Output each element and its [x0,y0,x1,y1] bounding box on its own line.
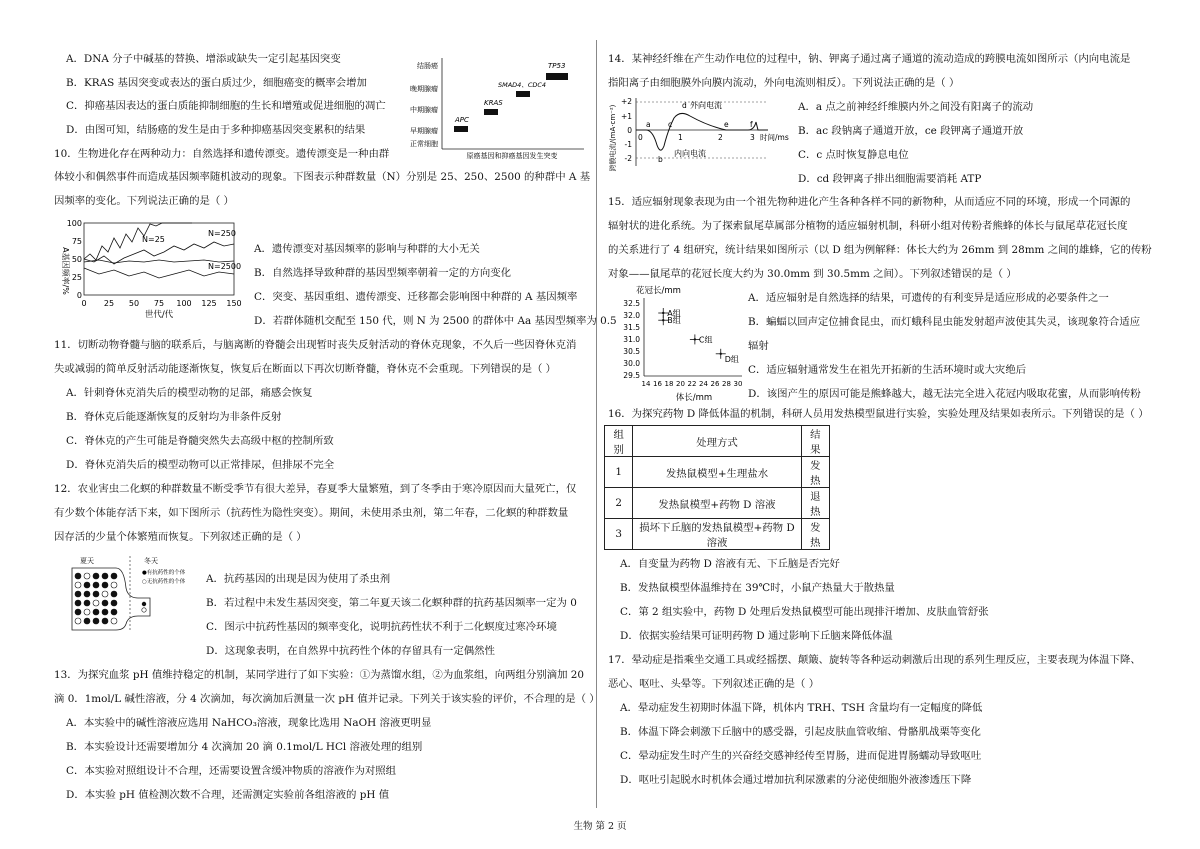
q15-scatter-chart [618,284,746,406]
q9-bar-tp53 [546,73,568,80]
q15-group-label: D组 [724,354,739,364]
right-column [608,44,1152,814]
q12-individual-dot [84,573,90,579]
q10-stem-2: 体较小和偶然事件而造成基因频率随机波动的现象。下图表示种群数量（N）分别是 25、250、2500 的种群中 A 基 [54,171,591,183]
q9-ylabel-2: 中期腺瘤 [410,106,438,114]
q14-option-b: B．ac 段钠离子通道开放，ce 段钾离子通道开放 [798,125,1024,137]
q11-option-a: A．针刺脊休克消失后的模型动物的足部，痛感会恢复 [66,387,313,399]
q9-gene-tp53: TP53 [548,62,566,70]
q12-summer-label: 夏天 [80,557,94,565]
q9-bar-smad4 [516,91,530,97]
q15-ytick-31.0: 31.0 [623,335,640,344]
q10-xtick-125: 125 [201,299,217,308]
q12-individual-dot [111,582,117,588]
q11-stem-2: 失或减弱的简单反射活动能逐渐恢复，恢复后在断面以下再次切断脊髓，脊休克不会重现。下列错误的是（ ） [54,363,557,375]
q15-point [720,353,722,355]
q10-option-c: C．突变、基因重组、遗传漂变、迁移都会影响图中种群的 A 基因频率 [254,291,578,303]
q14-point-b: b [658,155,663,164]
q12-option-d: D．这现象表明，在自然界中抗药性个体的存留具有一定偶然性 [206,645,495,657]
q12-individual-dot [84,600,90,606]
q15-x-tick: 16 [653,380,662,388]
q14-stem-2: 指阳离子由细胞膜外向膜内流动，外向电流则相反）。下列说法正确的是（ ） [608,77,960,89]
q9-option-b: B．KRAS 基因突变或表达的蛋白质过少，细胞癌变的概率会增加 [66,77,367,89]
q11-stem-1: 11．切断动物脊髓与脑的联系后，与脑离断的脊髓会出现暂时丧失反射活动的脊休克现象，不久后一些因脊休克消 [54,339,577,351]
q10-stem-1: 10．生物进化存在两种动力：自然选择和遗传漂变。遗传漂变是一种由群 [54,148,390,160]
q15-ytick-32.5: 32.5 [623,299,640,308]
q15-point [694,338,696,340]
q14-xtick-2: 2 [718,133,723,142]
q15-option-d: D．该图产生的原因可能是熊蜂越大，越无法完全进入花冠内吸取花蜜，从而影响传粉 [748,388,1141,400]
q12-individual-dot [111,618,117,624]
q17-stem-1: 17．晕动症是指乘坐交通工具或经摇摆、颠簸、旋转等各种运动刺激后出现的系列生理反应，主要表现为体温下降、 [608,654,1141,666]
q11-option-c: C．脊休克的产生可能是脊髓突然失去高级中枢的控制所致 [66,435,334,447]
q14-xtick-0: 0 [638,133,643,142]
q9-bar-apc [454,126,468,132]
q9-option-a: A．DNA 分子中碱基的替换、增添或缺失一定引起基因突变 [66,53,341,65]
q15-x-tick: 28 [722,380,731,388]
q11-option-b: B．脊休克后能逐渐恢复的反射均为非条件反射 [66,411,282,423]
q12-legend-resistant: ●有抗药性的个体 [142,570,186,576]
q9-ylabel-0: 结肠癌 [417,62,438,70]
q12-individual-dot [111,609,117,615]
q16-header-result: 结果 [801,426,829,457]
q10-stem-3: 因频率的变化。下列说法正确的是（ ） [54,195,234,207]
q9-option-c: C．抑癌基因表达的蛋白质能抑制细胞的生长和增殖或促进细胞的凋亡 [66,100,386,112]
q12-individuals [75,573,117,624]
q16-header-group: 组别 [605,426,633,457]
q9-bar-kras [484,109,498,115]
q12-individual-dot [93,618,99,624]
q16-option-c: C．第 2 组实验中，药物 D 处理后发热鼠模型可能出现排汗增加、皮肤血管舒张 [620,606,989,618]
q12-population-figure [68,554,198,632]
q10-xtick-75: 75 [153,299,165,308]
q12-stem-2: 有少数个体能存活下来，如下图所示（抗药性为隐性突变）。期间，未使用杀虫剂，第二年春，二化螟的种群数量 [54,507,569,519]
q15-xlabel: 体长/mm [675,393,713,403]
q12-individual-dot [75,582,81,588]
q12-individual-dot [93,582,99,588]
q13-option-b: B．本实验设计还需要增加分 4 次滴加 20 滴 0.1mol/L HCl 溶液处理的组别 [66,741,423,753]
q12-individual-dot [75,609,81,615]
q9-ylabel-1: 晚期腺瘤 [410,85,438,93]
q14-ytick-p1: +1 [620,112,632,121]
q10-label-n250: N=250 [208,229,236,238]
q15-x-tick: 18 [664,380,674,388]
q12-individual-dot [75,600,81,606]
q9-ylabel-4: 正常细胞 [410,140,438,148]
q12-individual-dot [111,591,117,597]
q16-option-d: D．依据实验结果可证明药物 D 通过影响下丘脑来降低体温 [620,630,893,642]
q12-individual-dot [75,591,81,597]
q12-individual-dot [84,582,90,588]
q12-individual-dot [84,609,90,615]
q12-individual-dot [111,600,117,606]
q14-point-f: f [750,120,753,129]
q13-stem-1: 13．为探究血浆 pH 值维持稳定的机制，某同学进行了如下实验：①为蒸馏水组，②为血浆组，向两组分别滴加 20 [54,669,585,681]
q12-individual-dot [84,618,90,624]
q16-r2-result: 退热 [801,488,829,519]
q12-individual-dot [75,618,81,624]
q17-option-a: A．晕动症发生初期时体温下降，机体内 TRH、TSH 含量均有一定幅度的降低 [620,702,983,714]
q12-stem-3: 因存活的少量个体繁殖而恢复。下列叙述正确的是（ ） [54,531,307,543]
q15-stem-2: 辐射状的进化系统。为了探索鼠尾草属部分植物的适应辐射机制，科研小组对传粉者熊蜂的体长与鼠尾草花冠长度 [608,220,1128,232]
q15-stem-1: 15．适应辐射现象表现为由一个祖先物种进化产生各种各样不同的新物种，从而适应不同的环境，形成一个同源的 [608,196,1131,208]
q14-ytick-m2: -2 [624,154,632,163]
q14-point-c: c [668,120,673,129]
q12-individual-dot [102,609,108,615]
q17-stem-2: 恶心、呕吐、头晕等。下列叙述正确的是（ ） [608,678,820,690]
q15-option-b: B．蝙蝠以回声定位捕食昆虫，而灯蛾科昆虫能发射超声波使其失灵，该现象符合适应 [748,316,1141,328]
q10-label-n25: N=25 [142,235,165,244]
q14-stem-1: 14．某神经纤维在产生动作电位的过程中，钠、钾离子通过离子通道的流动造成的跨膜电流如图所示（内向电流是 [608,53,1131,65]
q12-individual-dot [102,582,108,588]
q16-r1-group: 1 [605,457,633,488]
q14-point-e: e [724,120,729,129]
q15-x-tick: 22 [687,380,697,388]
page-footer: 生物 第 2 页 [573,821,627,832]
q10-xtick-25: 25 [103,299,115,308]
q10-ytick-0: 0 [76,291,82,300]
q10-ylabel: A基因频率/% [61,247,70,295]
q14-option-a: A．a 点之前神经纤维膜内外之间没有阳离子的流动 [798,101,1034,113]
q12-individual-dot [102,591,108,597]
q15-group-label: B组 [667,316,681,326]
q15-ylabel: 花冠长/mm [636,286,681,296]
q16-r3-result: 发热 [801,519,829,550]
q14-ytick-m1: -1 [624,140,632,149]
q14-ytick-p2: +2 [620,97,632,106]
q15-x-tick: 26 [710,380,720,388]
q12-individual-dot [93,573,99,579]
q12-individual-dot [102,573,108,579]
q16-r2-group: 2 [605,488,633,519]
q15-ytick-32.0: 32.0 [623,311,640,320]
q14-option-c: C．c 点时恢复静息电位 [798,149,909,161]
q9-gene-kras: KRAS [484,99,503,107]
q15-group-label: C组 [698,335,713,345]
q16-table [604,425,830,550]
q12-option-a: A．抗药基因的出现是因为使用了杀虫剂 [206,573,391,585]
q15-option-a: A．适应辐射是自然选择的结果，可遗传的有利变异是适应形成的必要条件之一 [748,292,1109,304]
q10-line-n25 [84,223,192,260]
q10-xtick-100: 100 [176,299,192,308]
q16-r1-result: 发热 [801,457,829,488]
q10-xtick-50: 50 [128,299,140,308]
q9-gene-apc: APC [455,116,469,124]
q13-option-d: D．本实验 pH 值检测次数不合理，还需测定实验前各组溶液的 pH 值 [66,789,390,801]
q12-stem-1: 12．农业害虫二化螟的种群数量不断受季节有很大差异，春夏季大量繁殖，到了冬季由于寒冷原因而大量死亡，仅 [54,483,577,495]
q16-r2-treatment: 发热鼠模型+药物 D 溶液 [633,488,801,519]
q15-x-tick: 20 [676,380,685,388]
q12-individual-dot [93,609,99,615]
q15-ytick-31.5: 31.5 [623,323,640,332]
q12-option-b: B．若过程中未发生基因突变，第二年夏天该二化螟种群的抗药基因频率一定为 0 [206,597,577,609]
q13-stem-2: 滴 0．1mol/L 碱性溶液，分 4 次滴加，每次滴加后测量一次 pH 值并记录。下列关于该实验的评价，不合理的是（ ） [54,693,600,705]
q10-ytick-100: 100 [66,219,82,228]
q10-ytick-25: 25 [71,273,82,282]
q15-point [662,312,664,314]
q17-option-c: C．晕动症发生时产生的兴奋经交感神经传至胃肠，进而促进胃肠蠕动导致呕吐 [620,750,982,762]
q12-individual-dot [93,591,99,597]
q14-ytick-0: 0 [627,126,632,135]
q14-option-d: D．cd 段钾离子排出细胞需要消耗 ATP [798,173,982,185]
q10-option-d: D．若群体随机交配至 150 代，则 N 为 2500 的群体中 Aa 基因型频率为 0.5 [254,315,617,327]
table-row [605,457,830,488]
q16-r3-group: 3 [605,519,633,550]
q12-individual-dot [75,573,81,579]
q15-option-c: C．适应辐射通常发生在祖先开拓新的生活环境时或大灾绝后 [748,364,1027,376]
q12-individual-dot [93,600,99,606]
q16-r1-treatment: 发热鼠模型+生理盐水 [633,457,801,488]
q14-inward-label: 内向电流 [674,149,706,158]
q10-option-a: A．遗传漂变对基因频率的影响与种群的大小无关 [254,243,480,255]
q15-ytick-30.5: 30.5 [623,347,640,356]
q14-current-chart [608,94,798,182]
q15-point [662,319,664,321]
q10-xtick-150: 150 [226,299,242,308]
q15-marks [658,308,739,364]
q10-option-b: B．自然选择导致种群的基因型频率朝着一定的方向变化 [254,267,512,279]
q14-outward-label: 外向电流 [690,101,722,110]
q9-gene-smad4: SMAD4、CDC4 [498,81,547,89]
q9-option-d: D．由图可知，结肠癌的发生是由于多种抑癌基因突变累积的结果 [66,124,366,136]
q14-xtick-1: 1 [678,133,683,142]
q12-option-c: C．图示中抗药性基因的频率变化，说明抗药性状不利于二化螟度过寒冷环境 [206,621,557,633]
q10-label-n2500: N=2500 [208,262,242,271]
q9-xlabel: 原癌基因和抑癌基因发生突变 [466,152,558,160]
q16-option-a: A．自变量为药物 D 溶液有无、下丘脑是否完好 [620,558,840,570]
q14-point-a: a [646,120,651,129]
q10-xtick-0: 0 [81,299,87,308]
q15-stem-4: 对象——鼠尾草的花冠长度大约为 30.0mm 到 30.5mm 之间）。下列叙述错误的是（ ） [608,268,1017,280]
q13-option-c: C．本实验对照组设计不合理，还需要设置含缓冲物质的溶液作为对照组 [66,765,397,777]
q16-r3-treatment: 损坏下丘脑的发热鼠模型+药物 D 溶液 [633,519,801,550]
q12-individual-dot [111,573,117,579]
q9-cancer-figure [406,54,588,160]
q15-x-tick: 24 [699,380,708,388]
q14-xlabel: 时间/ms [760,133,789,142]
q10-xlabel: 世代/代 [144,310,174,318]
q11-option-d: D．脊休克消失后的模型动物可以正常排尿，但排尿不完全 [66,459,335,471]
q16-header-treatment: 处理方式 [633,426,801,457]
q14-ylabel: 跨膜电流/(mA·cm⁻²) [609,104,617,172]
table-row [605,519,830,550]
q14-point-d: d [682,101,687,110]
q15-x-ticks [642,380,743,388]
q14-current-curve [636,113,768,150]
q15-x-tick: 14 [641,380,651,388]
q13-option-a: A．本实验中的碱性溶液应选用 NaHCO₃溶液，现象比选用 NaOH 溶液更明显 [66,717,432,729]
q17-option-d: D．呕吐引起脱水时机体会通过增加抗利尿激素的分泌使细胞外液渗透压下降 [620,774,972,786]
q12-individual-dot [102,618,108,624]
q10-ytick-75: 75 [71,237,82,246]
q15-ytick-30.0: 30.0 [623,359,640,368]
q15-ytick-29.5: 29.5 [623,371,640,380]
q14-xtick-3: 3 [750,133,755,142]
table-row [605,488,830,519]
q10-ytick-50: 50 [71,255,82,264]
q15-option-b-cont: 辐射 [748,340,769,352]
q12-legend-nonresistant: ○无抗药性的个体 [142,579,186,585]
q12-individual-dot [102,600,108,606]
q15-group-label: A组 [667,309,681,318]
q16-option-b: B．发热鼠模型体温维持在 39℃时，小鼠产热量大于散热量 [620,582,895,594]
q15-x-tick: 30 [733,380,743,388]
q10-drift-chart [54,216,244,318]
q17-option-b: B．体温下降会刺激下丘脑中的感受器，引起皮肤血管收缩、骨骼肌战栗等变化 [620,726,981,738]
q12-individual-dot [84,591,90,597]
q9-ylabel-3: 早期腺瘤 [410,127,438,135]
q12-winter-label: 冬天 [144,557,158,565]
q15-stem-3: 的关系进行了 4 组研究，统计结果如图所示（以 D 组为例解释：体长大约为 26mm 到 28mm 之间的雄蜂，它的传粉 [608,244,1152,256]
q16-stem: 16．为探究药物 D 降低体温的机制，科研人员用发热模型鼠进行实验，实验处理及结果如表所示。下列错误的是（ ） [608,408,1149,420]
